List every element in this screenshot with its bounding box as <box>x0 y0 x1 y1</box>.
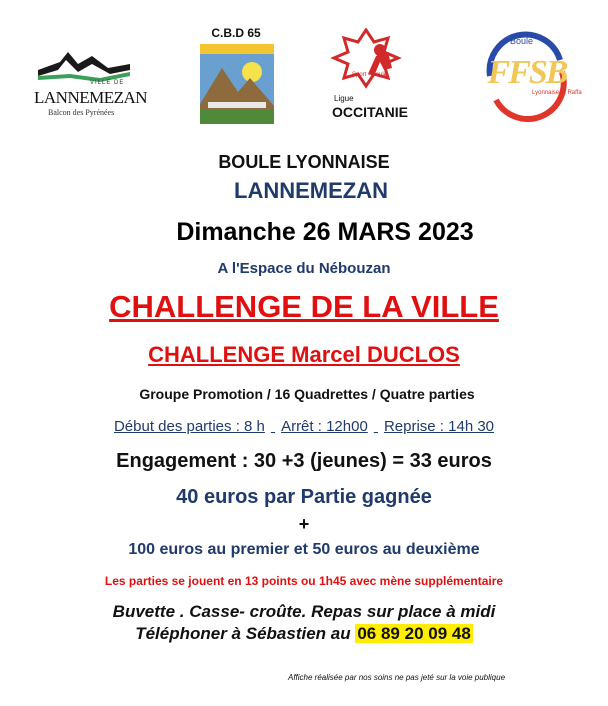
group-info: Groupe Promotion / 16 Quadrettes / Quatre parties <box>139 386 475 402</box>
lannemezan-logo-tagline: Balcon des Pyrénées <box>48 108 115 117</box>
prize-per-game: 40 euros par Partie gagnée <box>176 486 432 508</box>
lannemezan-logo-name: LANNEMEZAN <box>34 88 148 107</box>
occitanie-logo-small: Sport - Boule <box>352 72 388 78</box>
cbd65-logo-title: C.B.D 65 <box>211 26 261 40</box>
schedule-resume: Reprise : 14h 30 <box>383 418 495 435</box>
lannemezan-logo <box>30 40 148 124</box>
occitanie-logo-region: OCCITANIE <box>332 104 408 120</box>
plus-sign: + <box>298 514 310 534</box>
ffsb-logo-letters: FFSB <box>487 54 567 91</box>
event-date: Dimanche 26 MARS 2023 <box>176 218 474 246</box>
challenge-title-primary: CHALLENGE DE LA VILLE <box>109 289 499 324</box>
ffsb-logo-top: Boule <box>510 36 534 46</box>
refreshments: Buvette . Casse- croûte. Repas sur place à midi <box>112 602 496 621</box>
challenge-title-secondary: CHALLENGE Marcel DUCLOS <box>148 342 460 367</box>
contact <box>0 624 608 644</box>
cbd65-logo <box>196 26 276 126</box>
footer-note: Affiche réalisée par nos soins ne pas jeté sur la voie publique <box>288 673 506 682</box>
occitanie-logo-ligue: Ligue <box>334 94 354 103</box>
ffsb-logo <box>470 30 582 122</box>
city-title: LANNEMEZAN <box>234 178 388 203</box>
schedule-break: Arrêt : 12h00 <box>281 418 368 435</box>
contact-phone[interactable]: 06 89 20 09 48 <box>357 624 471 643</box>
schedule <box>0 418 608 435</box>
entry-fee: Engagement : 30 +3 (jeunes) = 33 euros <box>116 450 492 472</box>
ffsb-logo-bottom: Lyonnaise et Raffa <box>532 90 582 96</box>
prize-placings: 100 euros au premier et 50 euros au deuxième <box>128 541 480 558</box>
sport-title: BOULE LYONNAISE <box>218 152 390 172</box>
contact-label: Téléphoner à Sébastien au <box>135 624 351 643</box>
lannemezan-logo-line1: VILLE DE <box>90 80 125 86</box>
venue: A l'Espace du Nébouzan <box>217 260 391 277</box>
game-rules: Les parties se jouent en 13 points ou 1h45 avec mène supplémentaire <box>104 574 504 588</box>
schedule-start: Début des parties : 8 h <box>113 418 265 435</box>
occitanie-logo <box>326 28 420 124</box>
